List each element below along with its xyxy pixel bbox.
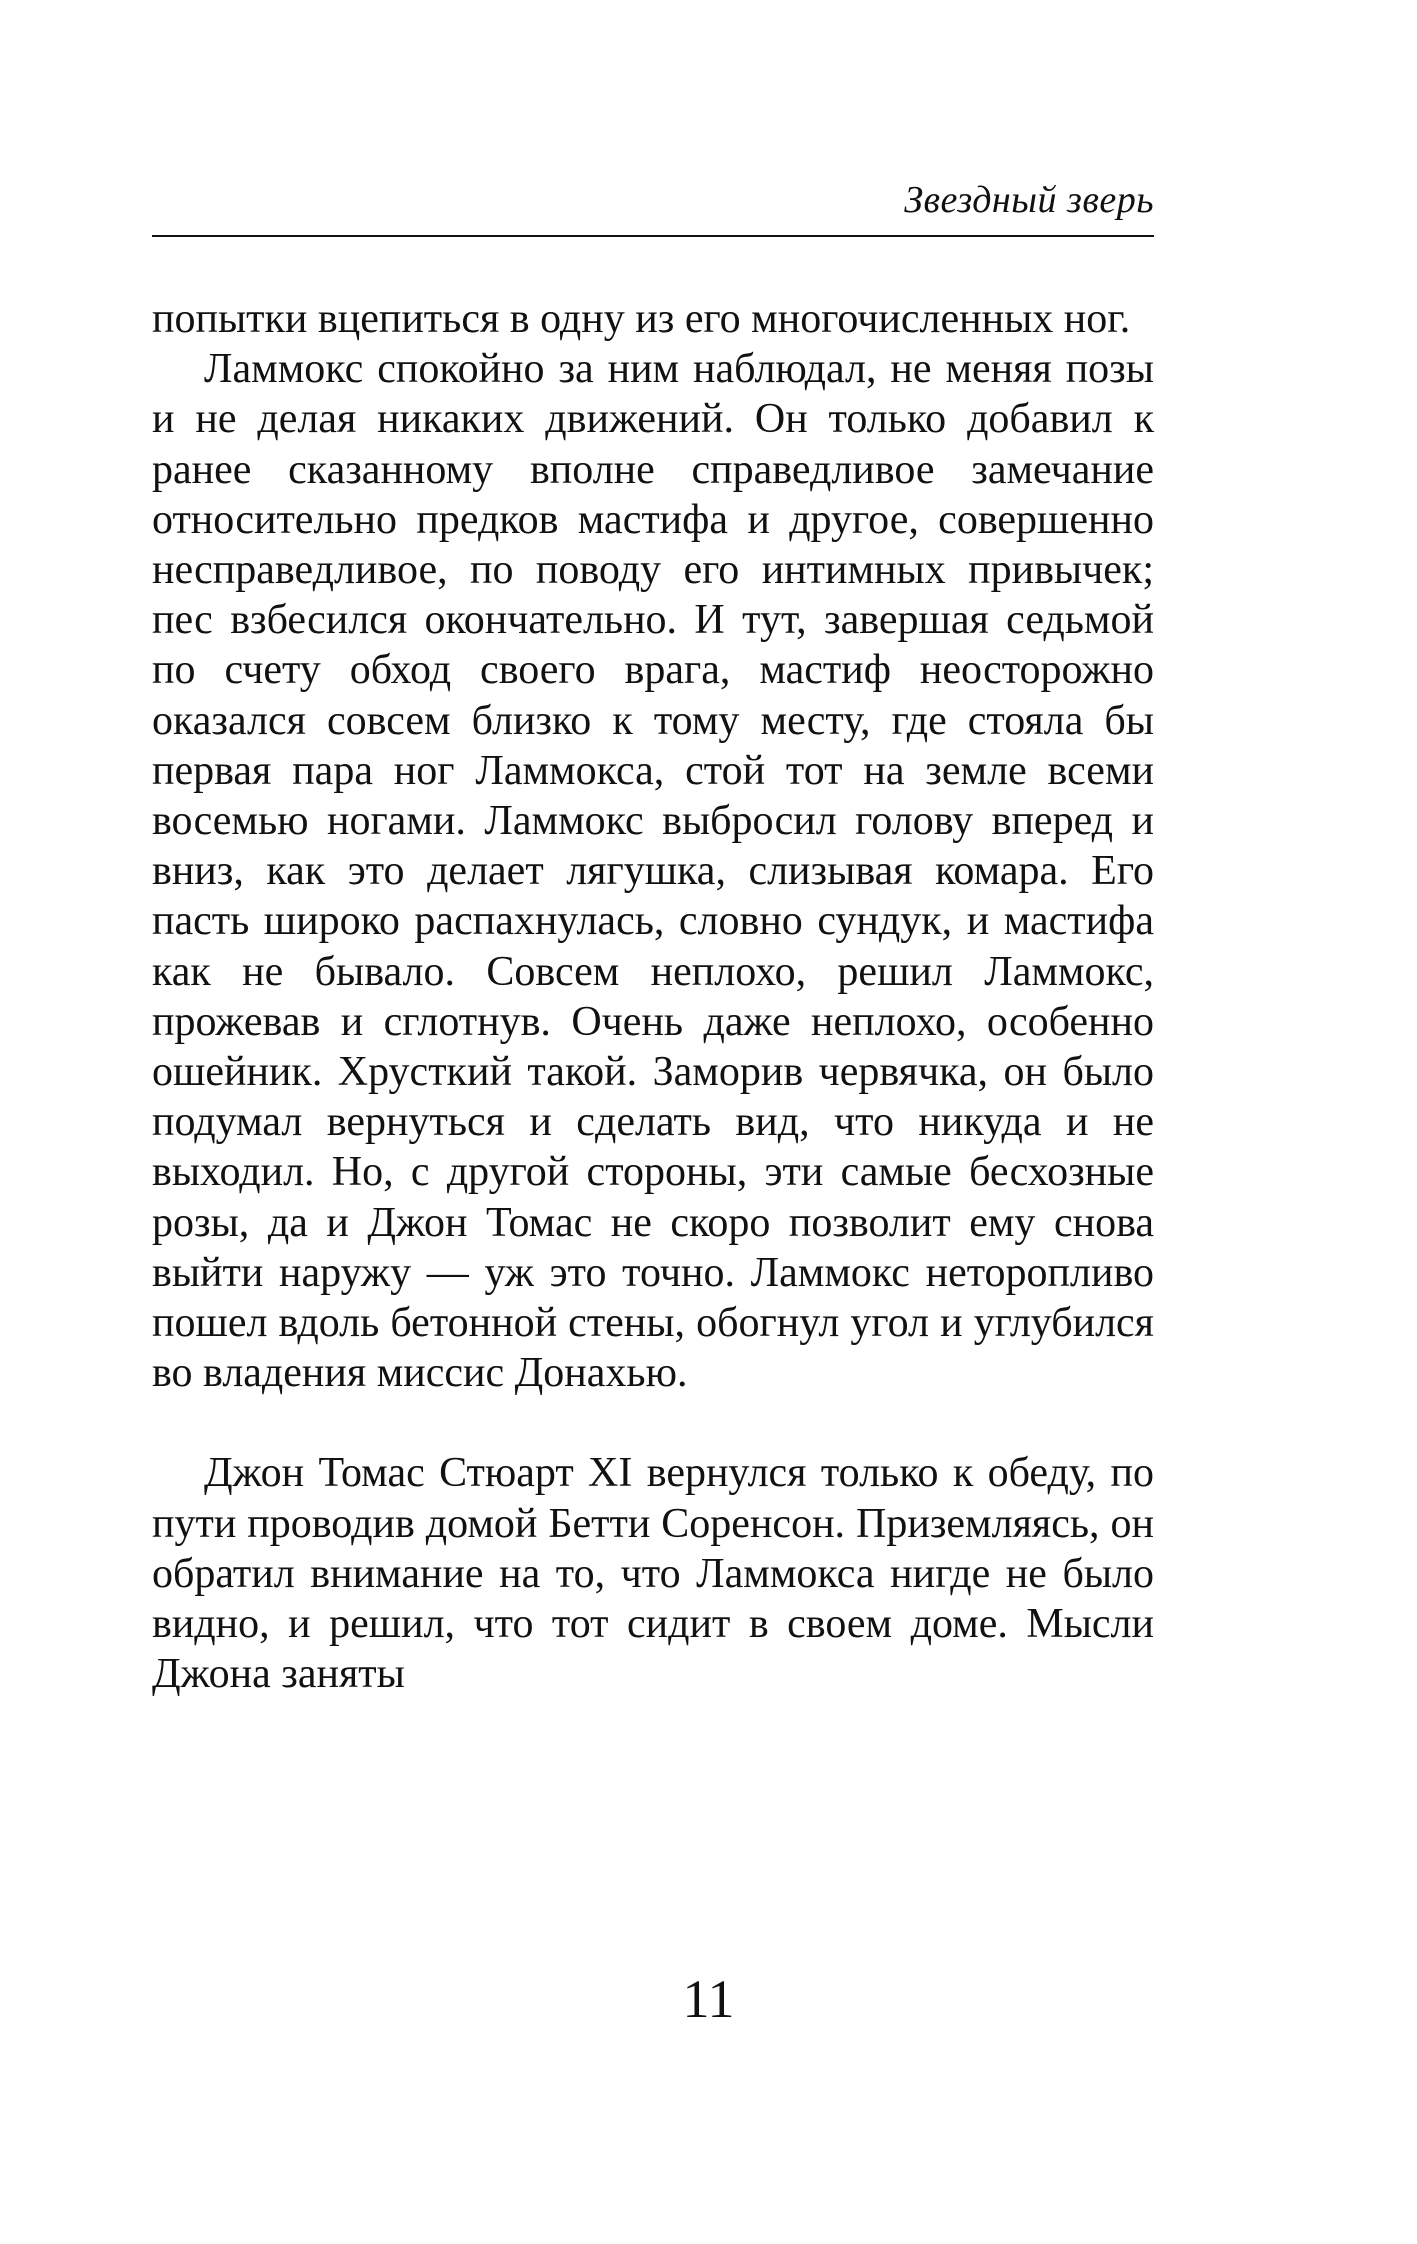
section-break	[152, 1398, 1154, 1448]
header-rule-divider	[152, 235, 1154, 237]
paragraph-john-thomas: Джон Томас Стюарт XI вернулся только к обеду, по пути проводив домой Бетти Соренсон. Приземляясь, он обратил внимание на то, что Ламмокса нигде не было видно, и решил, что тот сидит в своем доме. Мысли Джона заняты	[152, 1450, 1154, 1698]
body-text	[152, 294, 1154, 1699]
page-number: 11	[682, 1969, 735, 2029]
running-head-title: Звездный зверь	[904, 179, 1154, 221]
paragraph-lammox-dog: Ламмокс спокойно за ним наблюдал, не меняя позы и не делая никаких движений. Он только добавил к ранее сказанному вполне справедливое замечание относительно предков мастифа и другое, совершенно несправедливое, по поводу его интимных привычек; пес взбесился окончательно. И тут, завершая седьмой по счету обход своего врага, мастиф неосторожно оказался совсем близко к тому месту, где стояла бы первая пара ног Ламмокса, стой тот на земле всеми восемью ногами. Ламмокс выбросил голову вперед и вниз, как это делает лягушка, слизывая комара. Его пасть широко распахнулась, словно сундук, и мастифа как не бывало. Совсем неплохо, решил Ламмокс, прожевав и сглотнув. Очень даже неплохо, особенно ошейник. Хрусткий такой. Заморив червячка, он было подумал вернуться и сделать вид, что никуда и не выходил. Но, с другой стороны, эти самые бесхозные розы, да и Джон Томас не скоро позволит ему снова выйти наружу — уж это точно. Ламмокс неторопливо пошел вдоль бетонной стены, обогнул угол и углубился во владения миссис Донахью.	[152, 346, 1154, 1397]
paragraph-continued: попытки вцепиться в одну из его многочисленных ног.	[152, 296, 1131, 342]
